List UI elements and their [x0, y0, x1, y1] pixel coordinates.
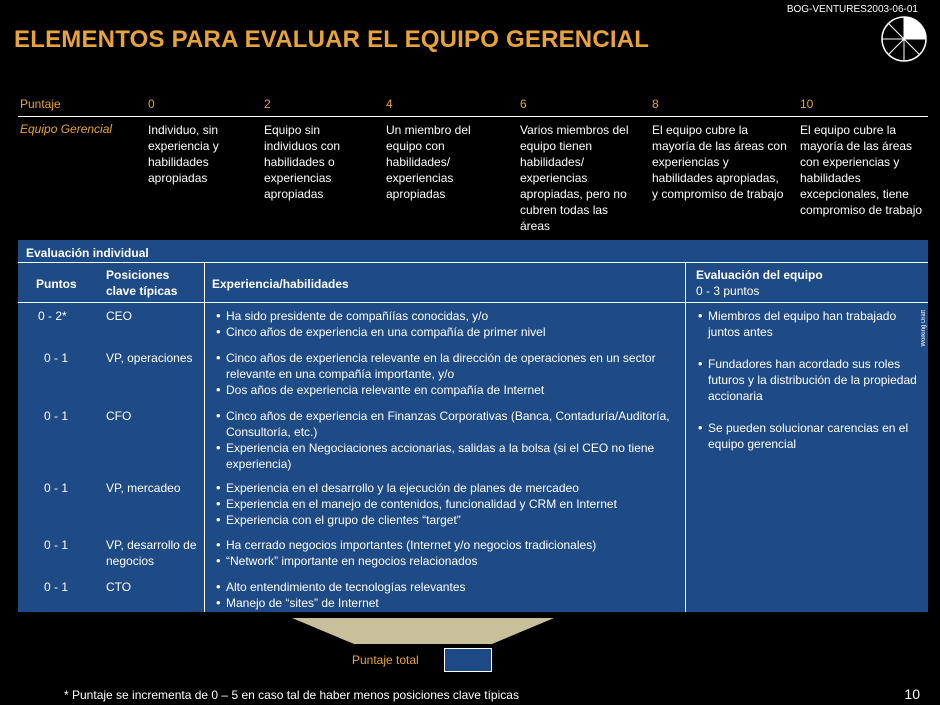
team-description: El equipo cubre la mayoría de las áreas con experiencias y habilidades apropiadas, y compromiso de trabajo [652, 123, 787, 201]
progress-wheel-icon [880, 15, 928, 63]
header-positions: Posiciones clave típicas [106, 268, 178, 298]
list-item: • Ha cerrado negocios importantes (Internet y/o negocios tradicionales) [214, 537, 676, 553]
list-item: • Cinco años de experiencia relevante en la dirección de operaciones en un sector relevante en una compañía importante, y/o [214, 350, 676, 382]
team-eval-list [696, 308, 924, 452]
score-value: 0 [148, 97, 155, 111]
divider [18, 302, 928, 303]
header-points: Puntos [36, 277, 77, 291]
section-title: Evaluación individual [26, 246, 149, 260]
team-label: Equipo Gerencial [20, 122, 113, 136]
total-score-field[interactable] [444, 648, 492, 672]
column-divider [204, 263, 205, 612]
list-item: • Experiencia en el manejo de contenidos, funcionalidad y CRM en Internet [214, 496, 680, 512]
document-id: BOG-VENTURES2003-06-01 [786, 4, 918, 15]
team-description: El equipo cubre la mayoría de las áreas con experiencias y habilidades excepcionales, tiene compromiso de trabajo [800, 123, 923, 217]
team-description: Varios miembros del equipo tienen habilidades/ experiencias apropiadas, pero no cubren todas las áreas [520, 123, 629, 233]
row-position: CFO [106, 409, 132, 423]
list-item: • Se pueden solucionar carencias en el equipo gerencial [696, 420, 924, 452]
row-points: 0 - 1 [44, 409, 69, 423]
list-item: • Cinco años de experiencia en una compañía de primer nivel [214, 324, 674, 340]
list-item: • Alto entendimiento de tecnologías relevantes [214, 579, 676, 595]
list-item: • Miembros del equipo han trabajado juntos antes [696, 308, 924, 340]
row-points: 0 - 1 [44, 481, 69, 495]
list-item: • Experiencia con el grupo de clientes “target” [214, 512, 680, 528]
working-draft-note: Working Draft [921, 310, 927, 347]
team-description: Equipo sin individuos con habilidades o experiencias apropiadas [264, 123, 341, 201]
row-position: VP, operaciones [106, 351, 193, 365]
list-item: • Fundadores han acordado sus roles futuros y la distribución de la propiedad accionaria [696, 356, 924, 404]
row-position: VP, mercadeo [106, 481, 181, 495]
score-value: 4 [386, 97, 393, 111]
row-position: CEO [106, 309, 133, 323]
row-experience [214, 308, 674, 340]
list-item: • Cinco años de experiencia en Finanzas Corporativas (Banca, Contaduría/Auditoría, Consultoría, etc.) [214, 408, 676, 440]
list-item: • “Network” importante en negocios relacionados [214, 553, 676, 569]
summary-arrow-icon [292, 618, 554, 644]
score-value: 10 [800, 97, 814, 111]
row-experience [214, 480, 680, 528]
list-item: • Experiencia en el desarrollo y la ejecución de planes de mercadeo [214, 480, 680, 496]
footnote: * Puntaje se incrementa de 0 – 5 en caso tal de haber menos posiciones clave típicas [64, 688, 519, 702]
divider [18, 262, 928, 263]
row-experience [214, 579, 676, 611]
divider [18, 116, 928, 117]
page-title: ELEMENTOS PARA EVALUAR EL EQUIPO GERENCIAL [14, 26, 650, 53]
page-number: 10 [904, 686, 920, 702]
row-points: 0 - 2* [38, 309, 67, 323]
row-experience [214, 408, 676, 472]
row-points: 0 - 1 [44, 351, 69, 365]
total-label: Puntaje total [352, 653, 419, 667]
header-team-eval: Evaluación del equipo [696, 268, 823, 282]
list-item: • Dos años de experiencia relevante en compañía de Internet [214, 382, 676, 398]
team-description: Un miembro del equipo con habilidades/ experiencias apropiadas [386, 123, 471, 201]
row-experience [214, 537, 676, 569]
row-experience [214, 350, 676, 398]
row-position: CTO [106, 580, 132, 594]
header-team-eval-sub: 0 - 3 puntos [696, 284, 760, 298]
team-description: Individuo, sin experiencia y habilidades apropiadas [148, 123, 219, 185]
list-item: • Experiencia en Negociaciones accionarias, salidas a la bolsa (si el CEO no tiene experiencia) [214, 440, 676, 472]
list-item: • Ha sido presidente de compañíías conocidas, y/o [214, 308, 674, 324]
list-item: • Manejo de “sites” de Internet [214, 595, 676, 611]
row-points: 0 - 1 [44, 580, 69, 594]
row-points: 0 - 1 [44, 538, 69, 552]
score-label: Puntaje [20, 97, 61, 111]
score-value: 6 [520, 97, 527, 111]
score-value: 8 [652, 97, 659, 111]
score-value: 2 [264, 97, 271, 111]
header-experience: Experiencia/habilidades [212, 277, 349, 291]
column-divider [685, 263, 686, 612]
row-position: VP, desarrollo de negocios [106, 538, 197, 568]
